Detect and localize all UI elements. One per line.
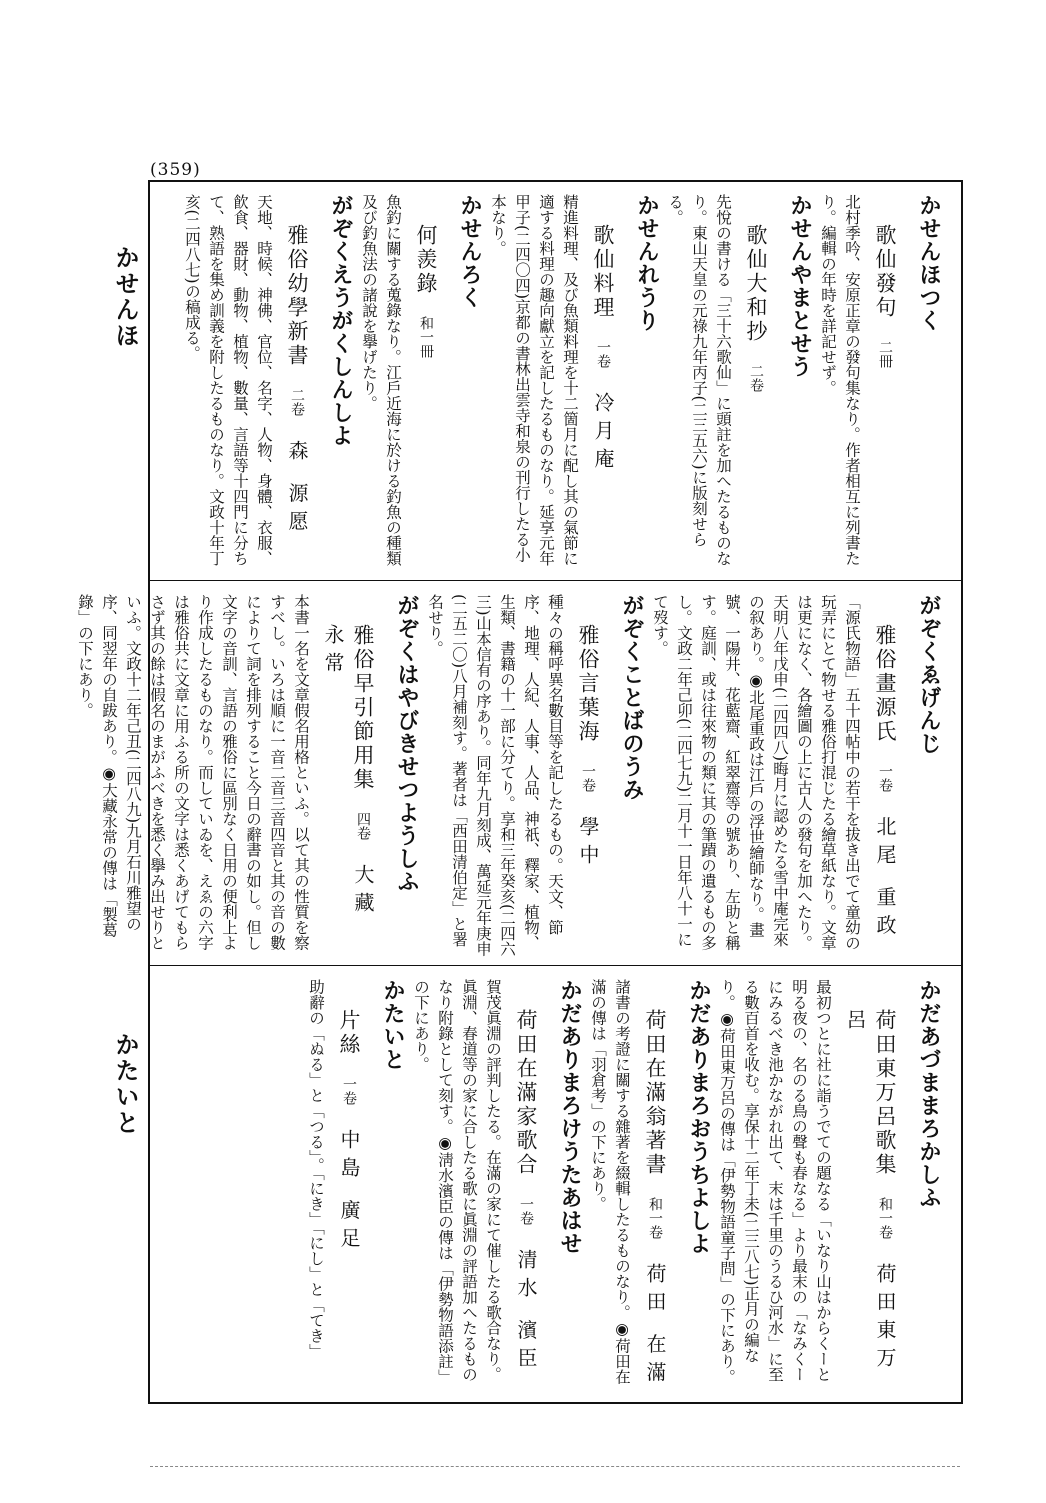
entry-author: 荷田 在滿 [643,1263,667,1390]
entry-description: 精進料理、及び魚類料理を十二箇月に配し其の氣節に適する料理の趣向獻立を記したるものなり。延享元年甲子(二四〇四)京都の書林出雲寺和泉の刊行したる小本なり。 [489,194,579,566]
entry-reading: がぞくゑげんじ [916,594,942,755]
entry-author: 大藏 永常 [321,624,375,920]
entry-title: 歌仙大和抄 [744,224,768,344]
entry-heading [870,594,900,957]
entry-heading [741,194,771,572]
entry-author: 冷月庵 [591,392,615,476]
entry-volumes: 二卷 [289,388,305,416]
entry-title: 雅俗幼學新書 [285,224,309,368]
entry-author: 清水 濱臣 [514,1249,538,1376]
entry-description: 賀茂眞淵の評判したる。在滿の家にて催したる歌合なり。眞淵、春道等の家に合したる歌に眞淵の評語加へたるものなり附錄として刻す。◉淸水濱臣の傳は「伊勢物語添註」の下にあり。 [412,979,502,1385]
entry-heading [334,979,364,1394]
page-number: (359) [150,160,201,180]
entry-heading [511,979,541,1394]
divider-1 [150,580,961,581]
entry-volumes: 一卷 [341,1077,357,1105]
entry-heading [841,979,900,1394]
entry-description: 「源氏物語」五十四帖中の若干を拔き出でて童幼の玩弄にとて物せる雅俗打混じたる繪草紙なり。文章は更になく、各繪圖の上に古人の發句を加へたり。天明八年戊申(二四四八)晦月に認めたる雪中庵完來の叙あり。◉北尾重政は江戶の浮世繪師なり。畫號、一陽井、花藍齋、紅翠齋等の號あり、左助と稱す。庭訓、或は往來物の類に其の筆蹟の遺るもの多し。文政二年己卯(二四七九)二月十一日年八十一にて歿す。 [651,594,861,951]
divider-2 [150,965,961,966]
entry-reading: かだあづままろかしふ [916,979,942,1209]
entry-description: 諸書の考證に關する雜著を綴輯したるものなり。◉荷田在滿の傳は「羽倉考」の下にあり。 [589,979,631,1385]
entry-title: 片絲 [337,1009,361,1057]
entry-description: 魚釣に關する蒐錄なり。江戶近海に於ける釣魚の種類及び釣魚法の諸說を擧げたり。 [360,194,402,566]
entry-heading [640,979,670,1394]
entry-volumes: 和一冊 [418,316,434,358]
entry-author: 荷田東万呂 [843,1009,897,1375]
entry-reading: かたいと [380,979,406,1071]
entry-volumes: 一卷 [877,764,893,792]
entry-volumes: 四卷 [355,812,371,840]
entry-volumes: 和一卷 [647,1197,663,1239]
entry-volumes: 二冊 [877,340,893,368]
entry-reading: かせんほつく [916,194,942,332]
entry-reading: かだありまろけうたあはせ [557,979,583,1255]
side-label-top: かせんほ [111,245,140,349]
entry-description: 本書一名を文章假名用格といふ。以て其の性質を察すべし。いろは順に一音二音三音四音と其の音の數によりて詞を排列すること今日の辭書の如し。但し文字の音訓、言語の雅俗に區別なく日用の便利上より作成したるものなり。而していゐを、えゑの六字は雅俗共に文章に用ふる所の文字は悉くあげてもらさず其の餘は假名のまがふべきを悉く擧み出せりといふ。文政十二年己丑(二四八九)九月石川雅望の序、同翌年の自跋あり。◉大藏永常の傳は「製葛錄」の下にあり。 [76,594,310,951]
entry-reading: がぞくはやびきせつようしふ [394,594,420,893]
entry-title: 何羨錄 [414,224,438,296]
entry-heading [282,194,312,572]
entry-heading [588,194,618,572]
entry-description: 天地、時候、神佛、官位、名字、人物、身體、衣服、飮食、器財、動物、植物、數量、言語等十四門に分ちて、熟語を集め訓義を附したるものなり。文政十年丁亥(二四八七)の稿成る。 [183,194,273,566]
entry-volumes: 和一卷 [877,1197,893,1239]
entry-author: 森 源愿 [285,440,309,539]
entry-title: 雅俗言葉海 [576,624,600,744]
entry-author: 北尾 重政 [873,816,897,943]
entry-reading: かだありまろおうちよしよ [686,979,712,1255]
entry-title: 歌仙料理 [591,224,615,320]
entry-description: 種々の稱呼異名數目等を記したるもの。天文、節序、地理、人紀、人事、人品、神祇、釋家、植物、生類、書籍の十一部に分てり。享和三年癸亥(二四六三)山本信有の序あり。同年九月刻成、萬延元年庚申(二五二〇)八月補刻す。著者は「西田清伯定」と署名せり。 [426,594,564,957]
entry-volumes: 二卷 [748,364,764,392]
entry-reading: かせんやまとせう [787,194,813,378]
entry-title: 荷田在滿家歌合 [514,1009,538,1177]
entry-volumes: 一卷 [595,340,611,368]
entry-description: 先悅の書ける「三十六歌仙」に頭註を加へたるものなり。東山天皇の元祿九年丙子(二三五六)に版刻せらる。 [666,194,732,566]
entry-title: 雅俗畫源氏 [873,624,897,744]
entry-author: 學中 [576,816,600,872]
entry-volumes: 一卷 [518,1197,534,1225]
bottom-dashed-rule [150,1466,960,1467]
entry-reading: がぞくことばのうみ [619,594,645,801]
entry-reading: がぞくえうがくしんしよ [328,194,354,447]
entry-reading: かせんろく [457,194,483,309]
entry-description: 北村季吟、安原正章の發句集なり。作者相互に列書たり。編輯の年時を詳記せず。 [819,194,861,566]
band-top [150,182,961,580]
entry-reading: かせんれうり [634,194,660,332]
page-frame [76,180,963,1404]
entry-title: 荷田東万呂歌集 [873,1009,897,1177]
entry-title: 雅俗早引節用集 [351,624,375,792]
entry-author: 中島 廣足 [337,1129,361,1256]
entry-heading [319,594,378,957]
entry-title: 歌仙發句 [873,224,897,320]
entry-heading [411,194,441,572]
entry-heading [870,194,900,572]
entry-volumes: 一卷 [580,764,596,792]
band-middle [76,582,961,965]
entry-title: 荷田在滿翁著書 [643,1009,667,1177]
entry-description: 最初つとに社に詣うでての題なる「いなり山はからくーと明る夜の、名のる鳥の聲も春なる」より最末の「なみくーにみるべき池かながれ出て、末は千里のうるひ河水」に至る數百首を收む。享保十二年丁未(二三八七)正月の編なり。◉荷田東万呂の傳は「伊勢物語童子問」の下にあり。 [718,979,832,1385]
side-label-bottom: かたいと [111,1032,140,1136]
entry-description: 助辭の「ぬる」と「つる」。「にき」「にし」と「てき」 [307,979,325,1359]
band-bottom [150,967,961,1402]
entry-heading [573,594,603,957]
